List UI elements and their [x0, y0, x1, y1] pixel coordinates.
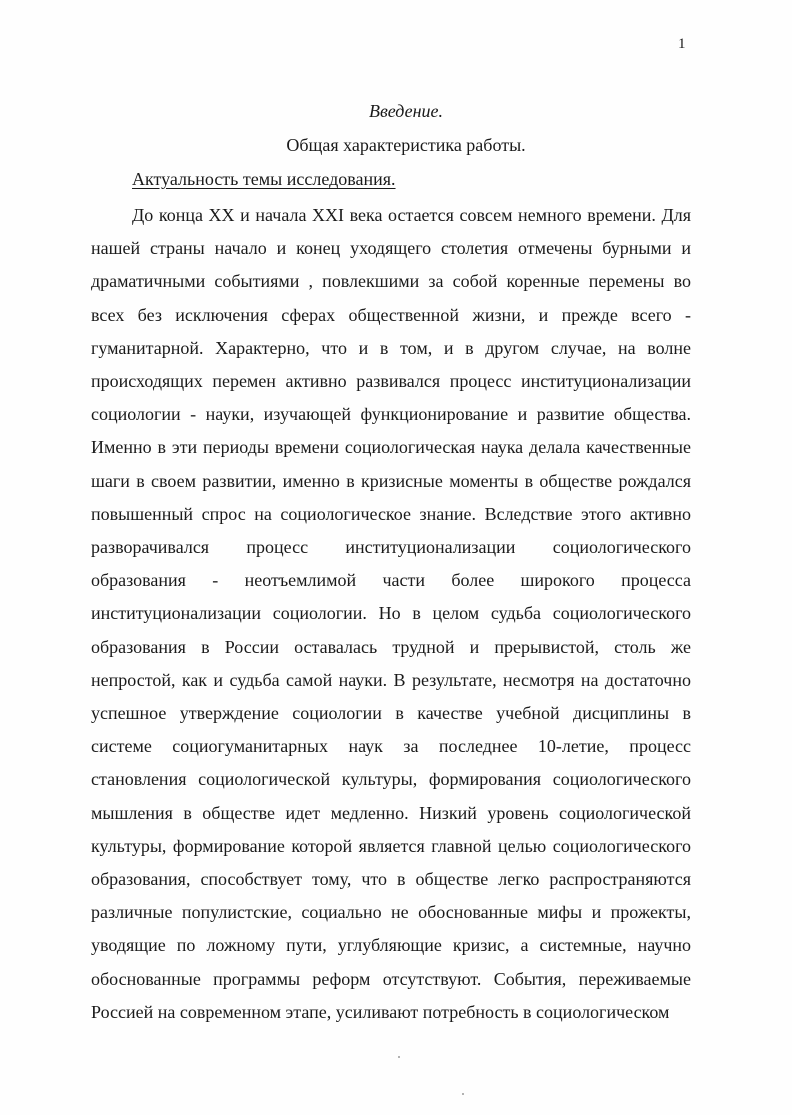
scan-speck — [462, 1093, 464, 1095]
section-title-relevance: Актуальность темы исследования. — [132, 169, 396, 189]
scan-speck — [398, 1056, 400, 1058]
general-characteristic-heading: Общая характеристика работы. — [286, 135, 526, 155]
introduction-heading: Введение. — [368, 101, 444, 121]
body-paragraph: До конца XX и начала XXI века остается совсем немного времени. Для нашей страны начало и конец уходящего столетия отмечены бурными и драматичными событиями , повлекшими за собой коренные перемены во всех без исключения сферах общественной жизни, и прежде всего - гуманитарной. Характерно, что и в том, и в другом случае, на волне происходящих перемен активно развивался процесс институционализации социологии - науки, изучающей функционирование и развитие общества. Именно в эти периоды времени социологическая наука делала качественные шаги в своем развитии, именно в кризисные моменты в обществе рождался повышенный спрос на социологическое знание. Вследствие этого активно разворачивался процесс институционализации социологического образования - неотъемлимой части более широкого процесса институционализации социологии. Но в целом судьба социологического образования в России оставалась трудной и прерывистой, столь же непростой, как и судьба самой науки. В результате, несмотря на достаточно успешное утверждение социологии в качестве учебной дисциплины в системе социогуманитарных наук за последнее 10-летие, процесс становления социологической культуры, формирования социологического мышления в обществе идет медленно. Низкий уровень социологической культуры, формирование которой является главной целью социологического образования, способствует тому, что в обществе легко распространяются различные популистские, социально не обоснованные мифы и прожекты, уводящие по ложному пути, углубляющие кризис, а системные, научно обоснованные программы реформ отсутствуют. События, переживаемые Россией на современном этапе, усиливают потребность в социологическом — [91, 205, 691, 1022]
page-number: 1 — [678, 36, 686, 52]
